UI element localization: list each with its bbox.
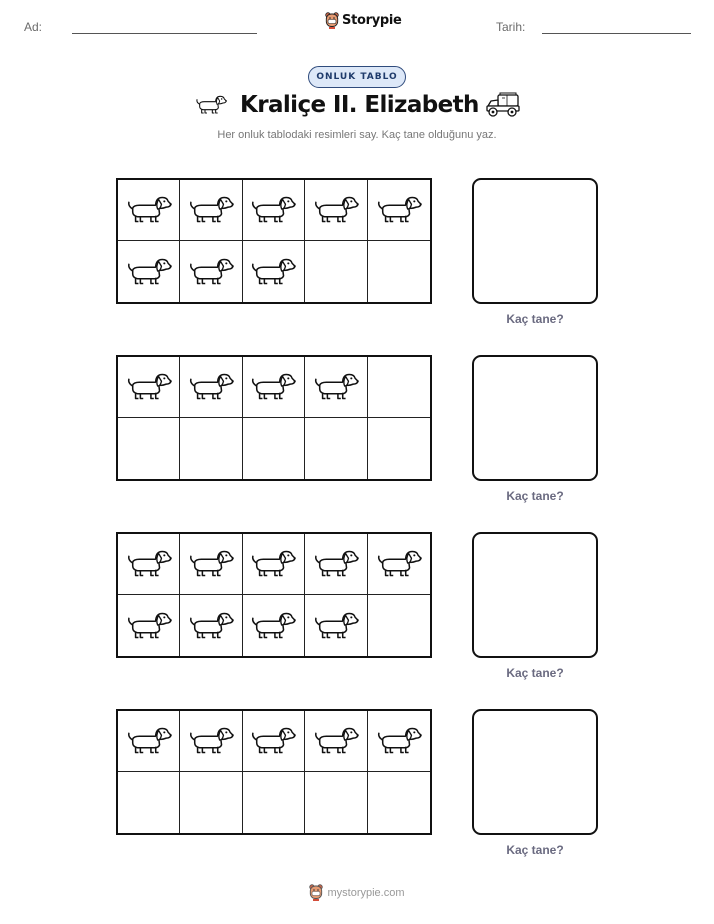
title-row — [0, 88, 714, 128]
ten-frame-cell — [305, 772, 367, 833]
ten-frame-4 — [116, 709, 432, 835]
ten-frame-3 — [116, 532, 432, 658]
date-field-line[interactable] — [542, 33, 691, 34]
ten-frame-cell — [243, 357, 305, 418]
ten-frame-cell — [180, 357, 242, 418]
dachshund-dog-icon — [126, 610, 172, 642]
dachshund-dog-icon — [188, 371, 234, 403]
ten-frame-cell — [180, 534, 242, 595]
footer-url: mystorypie.com — [327, 886, 405, 899]
dachshund-dog-icon — [313, 371, 359, 403]
dachshund-dog-icon — [313, 610, 359, 642]
ten-frame-2 — [116, 355, 432, 481]
dachshund-dog-icon — [195, 94, 227, 116]
ten-frame-cell — [305, 418, 367, 479]
dachshund-dog-icon — [313, 194, 359, 226]
ten-frame-cell — [368, 711, 430, 772]
footer — [0, 884, 714, 901]
answer-label-1: Kaç tane? — [506, 312, 564, 326]
bear-mascot-icon — [309, 884, 323, 901]
ten-frame-cell — [243, 241, 305, 302]
ten-frame-cell — [368, 595, 430, 656]
answer-box-2[interactable] — [472, 355, 598, 481]
ten-frame-cell — [243, 418, 305, 479]
ten-frame-cell — [118, 357, 180, 418]
ten-frame-cell — [305, 180, 367, 241]
ten-frame-cell — [243, 534, 305, 595]
dachshund-dog-icon — [250, 194, 296, 226]
ten-frame-cell — [118, 180, 180, 241]
dachshund-dog-icon — [188, 548, 234, 580]
dachshund-dog-icon — [250, 548, 296, 580]
date-label: Tarih: — [496, 20, 526, 34]
ten-frame-cell — [305, 595, 367, 656]
dachshund-dog-icon — [188, 194, 234, 226]
dachshund-dog-icon — [313, 548, 359, 580]
dachshund-dog-icon — [313, 725, 359, 757]
dachshund-dog-icon — [376, 725, 422, 757]
dachshund-dog-icon — [250, 371, 296, 403]
ten-frame-cell — [305, 357, 367, 418]
ten-frame-cell — [305, 241, 367, 302]
ten-frame-cell — [368, 418, 430, 479]
dachshund-dog-icon — [126, 371, 172, 403]
answer-box-1[interactable] — [472, 178, 598, 304]
ten-frame-cell — [368, 241, 430, 302]
dachshund-dog-icon — [376, 548, 422, 580]
name-label: Ad: — [24, 20, 43, 34]
military-jeep-icon — [485, 92, 521, 118]
ten-frame-cell — [180, 772, 242, 833]
ten-frame-cell — [243, 180, 305, 241]
ten-frame-cell — [180, 418, 242, 479]
ten-frame-cell — [180, 711, 242, 772]
dachshund-dog-icon — [126, 725, 172, 757]
dachshund-dog-icon — [188, 256, 234, 288]
ten-frame-cell — [368, 534, 430, 595]
ten-frame-cell — [180, 180, 242, 241]
ten-frame-cell — [118, 418, 180, 479]
answer-box-4[interactable] — [472, 709, 598, 835]
ten-frame-cell — [118, 534, 180, 595]
dachshund-dog-icon — [250, 256, 296, 288]
brand-name: Storypie — [342, 13, 402, 28]
ten-frame-cell — [368, 772, 430, 833]
instructions: Her onluk tablodaki resimleri say. Kaç tane olduğunu yaz. — [217, 129, 497, 141]
ten-frame-cell — [180, 241, 242, 302]
page-title: Kraliçe II. Elizabeth — [240, 92, 479, 118]
ten-frame-cell — [368, 357, 430, 418]
worksheet-type-badge: ONLUK TABLO — [308, 66, 406, 88]
dachshund-dog-icon — [126, 256, 172, 288]
ten-frame-cell — [243, 772, 305, 833]
answer-label-4: Kaç tane? — [506, 843, 564, 857]
ten-frame-cell — [118, 595, 180, 656]
brand-logo — [325, 12, 402, 29]
answer-label-2: Kaç tane? — [506, 489, 564, 503]
ten-frame-cell — [180, 595, 242, 656]
ten-frame-cell — [118, 772, 180, 833]
ten-frame-1 — [116, 178, 432, 304]
dachshund-dog-icon — [250, 725, 296, 757]
dachshund-dog-icon — [126, 548, 172, 580]
answer-box-3[interactable] — [472, 532, 598, 658]
dachshund-dog-icon — [126, 194, 172, 226]
dachshund-dog-icon — [376, 194, 422, 226]
ten-frame-cell — [368, 180, 430, 241]
name-field-line[interactable] — [72, 33, 257, 34]
dachshund-dog-icon — [188, 725, 234, 757]
ten-frame-cell — [305, 534, 367, 595]
ten-frame-cell — [243, 711, 305, 772]
ten-frame-cell — [243, 595, 305, 656]
dachshund-dog-icon — [188, 610, 234, 642]
ten-frame-cell — [118, 241, 180, 302]
dachshund-dog-icon — [250, 610, 296, 642]
ten-frame-cell — [118, 711, 180, 772]
bear-mascot-icon — [325, 12, 339, 29]
ten-frame-cell — [305, 711, 367, 772]
answer-label-3: Kaç tane? — [506, 666, 564, 680]
